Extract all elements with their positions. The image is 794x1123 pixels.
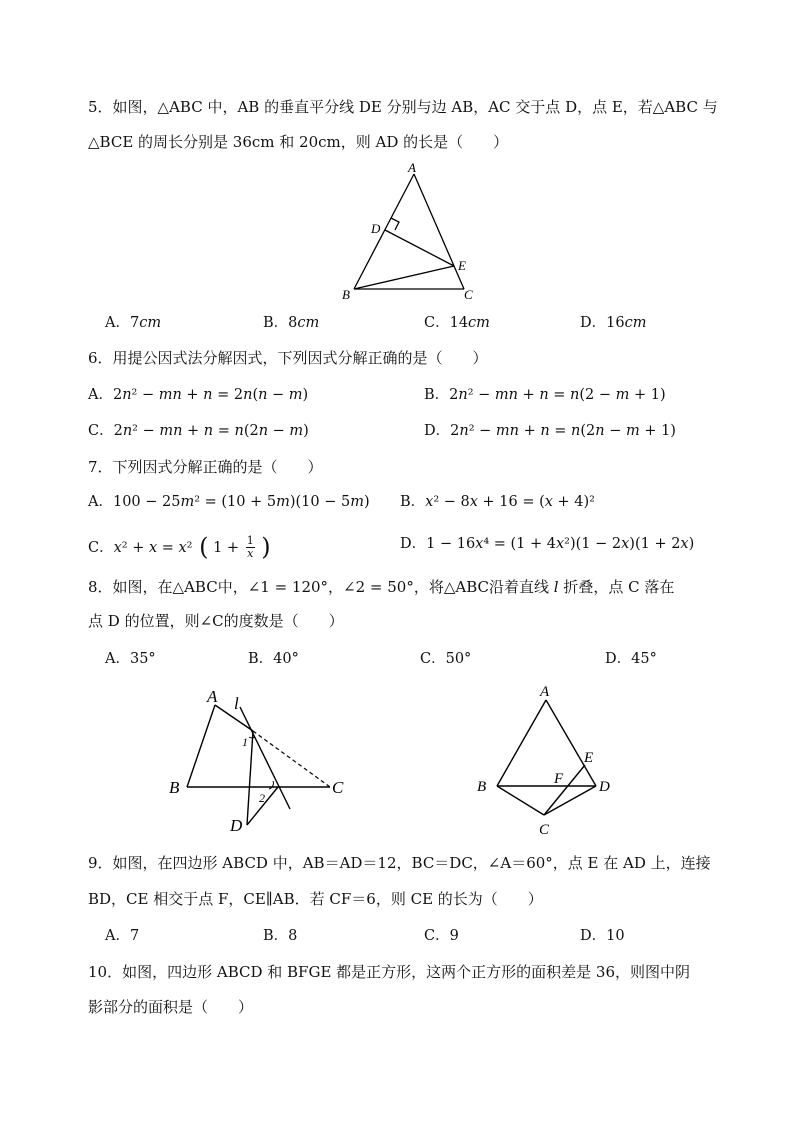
q9-label-e: E [584, 750, 594, 766]
q8-option-b[interactable]: B．40° [248, 651, 299, 667]
q7-option-d[interactable]: D．1 − 16𝑥⁴ = (1 + 4𝑥²)(1 − 2𝑥)(1 + 2𝑥) [400, 536, 695, 552]
q9-label-c: C [539, 822, 550, 838]
q5-option-c[interactable]: C．14𝑐𝑚 [424, 315, 490, 331]
q9-label-a: A [540, 684, 550, 700]
q8-stem-line1: 8．如图，在△ABC中，∠1 = 120°，∠2 = 50°，将△ABC沿着直线 𝑙 折叠，点 C 落在 [88, 578, 675, 596]
q8-fig1-label-l: l [234, 694, 239, 713]
q7-option-c-numerator: 1 [246, 533, 254, 547]
q7-option-c[interactable] [88, 534, 271, 561]
q7-stem: 7．下列因式分解正确的是（ ） [88, 458, 323, 476]
q9-label-b: B [477, 779, 487, 795]
q8-fold-figure [165, 685, 365, 835]
q5-stem-line2: △BCE 的周长分别是 36cm 和 20cm，则 AD 的长是（ ） [88, 133, 509, 151]
q5-label-d: D [371, 221, 381, 236]
q5-label-b: B [342, 287, 350, 302]
q10-stem-line2: 影部分的面积是（ ） [88, 998, 254, 1016]
q8-fig1-label-2: 2 [259, 791, 265, 805]
q8-option-c[interactable]: C．50° [420, 651, 472, 667]
q7-option-b[interactable]: B．𝑥² − 8𝑥 + 16 = (𝑥 + 4)² [400, 494, 595, 510]
q6-option-d[interactable]: D．2𝑛² − 𝑚𝑛 + 𝑛 = 𝑛(2𝑛 − 𝑚 + 1) [424, 423, 676, 439]
q9-stem-line1: 9．如图，在四边形 ABCD 中，AB＝AD＝12，BC＝DC，∠A＝60°，点 E 在 AD 上，连接 [88, 854, 711, 872]
q7-option-c-fraction [246, 535, 255, 560]
q8-fig1-label-a: A [207, 687, 218, 706]
q7-option-c-paren-close: ) [261, 533, 271, 561]
q10-stem-line1: 10．如图，四边形 ABCD 和 BFGE 都是正方形，这两个正方形的面积差是 36，则图中阴 [88, 963, 691, 981]
q5-label-c: C [464, 287, 473, 302]
q7-option-c-denominator: 𝑥 [247, 546, 254, 560]
q9-label-f: F [554, 771, 564, 787]
q9-quadrilateral-figure [470, 680, 630, 840]
q8-fig1-label-1: 1 [242, 735, 248, 749]
q8-option-d[interactable]: D．45° [605, 651, 657, 667]
q5-triangle-figure [330, 160, 490, 305]
q9-label-d: D [599, 779, 610, 795]
q8-option-a[interactable]: A．35° [105, 651, 156, 667]
q7-option-a[interactable]: A．100 − 25𝑚² = (10 + 5𝑚)(10 − 5𝑚) [88, 494, 370, 510]
q9-option-d[interactable]: D．10 [580, 928, 625, 944]
q7-option-c-prefix: C．𝑥² + 𝑥 = 𝑥² [88, 540, 193, 556]
q6-option-b[interactable]: B．2𝑛² − 𝑚𝑛 + 𝑛 = 𝑛(2 − 𝑚 + 1) [424, 387, 666, 403]
q7-option-c-one-plus: 1 + [213, 540, 240, 556]
q9-option-c[interactable]: C．9 [424, 928, 459, 944]
q5-option-d[interactable]: D．16𝑐𝑚 [580, 315, 647, 331]
q5-stem-line1: 5．如图，△ABC 中，AB 的垂直平分线 DE 分别与边 AB，AC 交于点 D，点 E，若△ABC 与 [88, 98, 718, 116]
q9-option-a[interactable]: A．7 [105, 928, 140, 944]
q6-option-c[interactable]: C．2𝑛² − 𝑚𝑛 + 𝑛 = 𝑛(2𝑛 − 𝑚) [88, 423, 309, 439]
q5-label-a: A [408, 160, 416, 175]
q9-stem-line2: BD，CE 相交于点 F，CE∥AB．若 CF＝6，则 CE 的长为（ ） [88, 890, 543, 908]
q8-fig1-label-d: D [230, 816, 243, 835]
q6-stem: 6．用提公因式法分解因式，下列因式分解正确的是（ ） [88, 349, 488, 367]
q8-stem-line2: 点 D 的位置，则∠C的度数是（ ） [88, 612, 344, 630]
q9-option-b[interactable]: B．8 [263, 928, 298, 944]
q8-fig1-label-b: B [169, 778, 180, 797]
q6-option-a[interactable]: A．2𝑛² − 𝑚𝑛 + 𝑛 = 2𝑛(𝑛 − 𝑚) [88, 387, 309, 403]
q5-option-b[interactable]: B．8𝑐𝑚 [263, 315, 320, 331]
q5-label-e: E [458, 258, 466, 273]
q5-option-a[interactable]: A．7𝑐𝑚 [105, 315, 162, 331]
q8-fig1-label-c: C [332, 778, 344, 797]
q7-option-c-paren-open: ( [199, 533, 209, 561]
